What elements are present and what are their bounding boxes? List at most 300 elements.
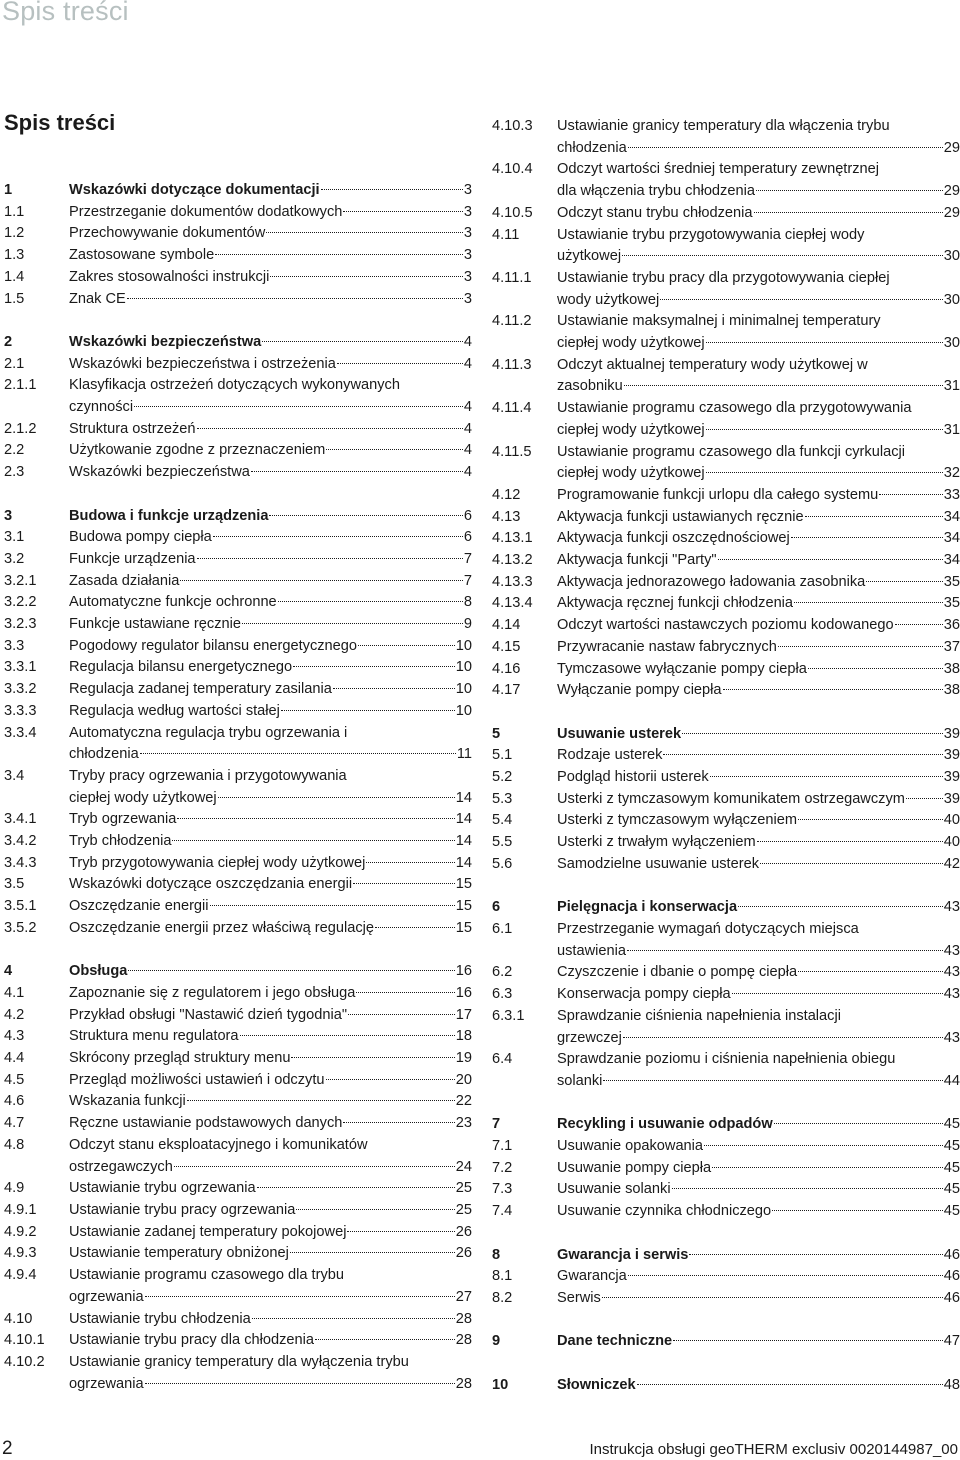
- toc-entry-page: 7: [463, 572, 472, 589]
- toc-entry-line: [69, 440, 472, 462]
- toc-entry-title: Usuwanie opakowania: [557, 1138, 704, 1154]
- toc-entry-title: Aktywacja ręcznej funkcji chłodzenia: [557, 595, 794, 612]
- toc-entry[interactable]: [4, 896, 472, 918]
- dot-leader: [772, 1210, 943, 1211]
- toc-entry-title: Skrócony przegląd struktury menu: [69, 1050, 291, 1067]
- toc-entry[interactable]: [4, 571, 472, 593]
- dot-leader: [197, 428, 463, 429]
- toc-entry[interactable]: [492, 1136, 960, 1158]
- toc-entry-line: [69, 1048, 472, 1070]
- toc-entry-title: Usuwanie czynnika chłodniczego: [557, 1203, 772, 1220]
- toc-entry[interactable]: [492, 572, 960, 594]
- toc-entry-title: Ustawianie temperatury obniżonej: [69, 1245, 289, 1262]
- toc-entry-line: [557, 376, 960, 398]
- toc-entry[interactable]: [4, 614, 472, 636]
- toc-entry[interactable]: [4, 1113, 472, 1135]
- toc-entry-page: 31: [943, 421, 960, 438]
- toc-entry-title: Wyłączanie pompy ciepła: [557, 682, 722, 699]
- toc-entry[interactable]: [492, 789, 960, 811]
- toc-entry-body: [69, 1070, 472, 1092]
- toc-entry-line: [69, 983, 472, 1005]
- toc-entry-title: Wskazówki bezpieczeństwa i ostrzeżenia: [69, 355, 336, 372]
- toc-entry-title: Przestrzeganie wymagań dotyczących miejsca: [557, 920, 859, 937]
- toc-entry-line: [69, 202, 472, 224]
- toc-entry-line: [557, 1049, 960, 1071]
- toc-entry-line: [557, 637, 960, 659]
- toc-entry[interactable]: [492, 962, 960, 984]
- toc-entry[interactable]: [492, 984, 960, 1006]
- toc-entry-number: 3.5.1: [4, 898, 37, 915]
- toc-entry-number: 1.4: [4, 268, 25, 285]
- toc-entry-line: [557, 1288, 960, 1310]
- toc-entry[interactable]: [4, 1091, 472, 1113]
- dot-leader: [128, 970, 454, 971]
- toc-entry-body: [557, 159, 960, 202]
- toc-entry-number: 4.11: [492, 226, 520, 243]
- toc-entry-body: [557, 615, 960, 637]
- toc-entry[interactable]: [4, 766, 472, 809]
- toc-entry-line: [69, 397, 472, 419]
- toc-entry-page: 14: [455, 833, 472, 850]
- toc-chapter-entry[interactable]: [4, 332, 472, 354]
- dot-leader: [180, 580, 463, 581]
- toc-entry-page: 19: [455, 1050, 472, 1067]
- dot-leader: [756, 190, 943, 191]
- toc-entry-line: [557, 420, 960, 442]
- dot-leader: [760, 863, 943, 864]
- toc-entry-title: Przywracanie nastaw fabrycznych: [557, 638, 777, 655]
- toc-entry[interactable]: [492, 810, 960, 832]
- toc-entry[interactable]: [4, 375, 472, 418]
- toc-entry-line: [557, 1179, 960, 1201]
- toc-entry-line: [69, 744, 472, 766]
- toc-entry[interactable]: [492, 485, 960, 507]
- toc-entry[interactable]: [4, 354, 472, 376]
- toc-chapter-entry[interactable]: [492, 1331, 960, 1353]
- dot-leader: [197, 558, 463, 559]
- toc-entry-page: 42: [943, 855, 960, 872]
- toc-entry-title: Funkcje urządzenia: [69, 550, 196, 567]
- toc-entry-body: [557, 311, 960, 354]
- toc-entry-title: Usterki z tymczasowym wyłączeniem: [557, 812, 798, 829]
- toc-entry-body: [557, 1288, 960, 1310]
- dot-leader: [278, 601, 463, 602]
- toc-entry[interactable]: [4, 657, 472, 679]
- toc-entry-page: 44: [943, 1072, 960, 1089]
- toc-entry[interactable]: [492, 442, 960, 485]
- toc-entry-title: Regulacja bilansu energetycznego: [69, 659, 293, 676]
- dot-leader: [270, 276, 463, 277]
- toc-entry-page: 4: [463, 420, 472, 437]
- dot-leader: [252, 1318, 455, 1319]
- toc-entry[interactable]: [4, 1005, 472, 1027]
- toc-entry-number: 5.3: [492, 790, 513, 807]
- toc-entry[interactable]: [4, 289, 472, 311]
- toc-entry-title: Ustawianie trybu chłodzenia: [69, 1310, 251, 1327]
- toc-entry-body: [69, 245, 472, 267]
- dot-leader: [218, 797, 455, 798]
- toc-entry-title: Automatyczne funkcje ochronne: [69, 594, 277, 611]
- toc-entry-body: [557, 1179, 960, 1201]
- toc-entry[interactable]: [4, 267, 472, 289]
- toc-entry[interactable]: [4, 1243, 472, 1265]
- toc-entry-line: [557, 572, 960, 594]
- toc-entry-line: [557, 311, 960, 333]
- dot-leader: [187, 1100, 455, 1101]
- toc-entry-page: 48: [943, 1376, 960, 1393]
- toc-entry[interactable]: [492, 203, 960, 225]
- toc-entry-title: Pielęgnacja i konserwacja: [557, 899, 738, 916]
- toc-entry-title: Odczyt aktualnej temperatury wody użytkowej w: [557, 356, 868, 373]
- toc-entry-number: 4.10: [4, 1310, 33, 1327]
- toc-entry-title: dla włączenia trybu chłodzenia: [557, 183, 755, 200]
- toc-entry[interactable]: [4, 1352, 472, 1395]
- toc-entry-title: Struktura menu regulatora: [69, 1028, 239, 1045]
- toc-entry-number: 3.3: [4, 637, 25, 654]
- toc-entry[interactable]: [492, 1266, 960, 1288]
- toc-entry[interactable]: [492, 311, 960, 354]
- toc-entry-page: 15: [455, 919, 472, 936]
- toc-entry-page: 46: [943, 1268, 960, 1285]
- toc-entry[interactable]: [492, 528, 960, 550]
- toc-entry-body: [69, 1135, 472, 1178]
- toc-entry-body: [557, 507, 960, 529]
- toc-entry-number: 4.13.3: [492, 573, 533, 590]
- toc-entry-line: [557, 442, 960, 464]
- toc-entry[interactable]: [492, 355, 960, 398]
- toc-entry[interactable]: [4, 245, 472, 267]
- toc-entry-page: 29: [943, 204, 960, 221]
- toc-entry-title: Przestrzeganie dokumentów dodatkowych: [69, 203, 343, 220]
- toc-entry-title: Tryb ogrzewania: [69, 811, 177, 828]
- dot-leader: [623, 1037, 943, 1038]
- toc-entry-body: [557, 984, 960, 1006]
- toc-entry[interactable]: [4, 1178, 472, 1200]
- toc-entry[interactable]: [4, 1222, 472, 1244]
- toc-entry-page: 45: [943, 1116, 960, 1133]
- toc-entry-title: Usuwanie usterek: [557, 725, 682, 742]
- toc-entry-page: 11: [456, 746, 472, 763]
- toc-chapter-entry[interactable]: [492, 724, 960, 746]
- toc-chapter-entry[interactable]: [4, 506, 472, 528]
- toc-entry[interactable]: [492, 854, 960, 876]
- toc-entry-page: 36: [943, 617, 960, 634]
- toc-entry-title: ciepłej wody użytkowej: [557, 465, 705, 482]
- toc-entry[interactable]: [4, 1265, 472, 1308]
- toc-entry[interactable]: [492, 1006, 960, 1049]
- toc-entry-title: Dane techniczne: [557, 1333, 673, 1350]
- toc-entry-page: 43: [943, 986, 960, 1003]
- toc-chapter-entry[interactable]: [4, 180, 472, 202]
- toc-entry[interactable]: [4, 1309, 472, 1331]
- toc-entry-line: [557, 789, 960, 811]
- toc-entry[interactable]: [4, 679, 472, 701]
- toc-entry-number: 1.2: [4, 225, 25, 242]
- toc-entry[interactable]: [4, 419, 472, 441]
- toc-entry[interactable]: [492, 225, 960, 268]
- toc-entry-number: 3.2: [4, 550, 25, 567]
- toc-entry-body: [557, 1114, 960, 1136]
- toc-entry-page: 17: [455, 1006, 472, 1023]
- toc-entry[interactable]: [492, 919, 960, 962]
- dot-leader: [704, 1145, 943, 1146]
- toc-entry-number: 2.1: [4, 355, 25, 372]
- toc-entry-body: [69, 1330, 472, 1352]
- dot-leader: [712, 1167, 943, 1168]
- toc-entry-title: ciepłej wody użytkowej: [557, 421, 705, 438]
- toc-entry-page: 18: [455, 1028, 472, 1045]
- toc-entry-body: [69, 1222, 472, 1244]
- toc-entry-title: Czyszczenie i dbanie o pompę ciepła: [557, 964, 798, 981]
- toc-entry[interactable]: [4, 527, 472, 549]
- toc-entry-body: [69, 1200, 472, 1222]
- toc-entry-line: [69, 223, 472, 245]
- dot-leader: [177, 818, 454, 819]
- toc-entry-number: 4.4: [4, 1050, 25, 1067]
- toc-entry-line: [557, 1006, 960, 1028]
- toc-entry-title: Serwis: [557, 1289, 601, 1306]
- toc-entry[interactable]: [492, 159, 960, 202]
- dot-leader: [257, 1187, 455, 1188]
- dot-leader: [356, 992, 454, 993]
- toc-entry-line: [557, 680, 960, 702]
- toc-entry-line: [69, 462, 472, 484]
- toc-entry[interactable]: [4, 918, 472, 940]
- toc-entry-number: 4.14: [492, 617, 521, 634]
- toc-entry-title: Wskazówki bezpieczeństwa: [69, 333, 262, 350]
- toc-entry-number: 7: [492, 1116, 501, 1133]
- toc-entry-title: chłodzenia: [69, 746, 139, 763]
- toc-entry-line: [557, 507, 960, 529]
- toc-chapter-entry[interactable]: [492, 1114, 960, 1136]
- toc-entry[interactable]: [4, 831, 472, 853]
- toc-entry-title: Budowa pompy ciepła: [69, 529, 212, 546]
- toc-entry[interactable]: [492, 745, 960, 767]
- toc-entry-line: [69, 831, 472, 853]
- toc-entry-title: użytkowej: [557, 248, 622, 265]
- toc-chapter-entry[interactable]: [492, 1375, 960, 1397]
- toc-entry-line: [557, 116, 960, 138]
- toc-entry-body: [557, 485, 960, 507]
- toc-entry-line: [69, 788, 472, 810]
- toc-entry-body: [69, 809, 472, 831]
- toc-entry-page: 39: [943, 747, 960, 764]
- toc-entry-page: 40: [943, 812, 960, 829]
- toc-entry-title: Ustawianie granicy temperatury dla wyłączenia trybu: [69, 1353, 409, 1370]
- toc-entry-title: Sprawdzanie ciśnienia napełnienia instalacji: [557, 1007, 841, 1024]
- dot-leader: [757, 841, 943, 842]
- toc-entry-number: 3.2.3: [4, 616, 37, 633]
- toc-entry[interactable]: [4, 462, 472, 484]
- toc-entry[interactable]: [4, 1330, 472, 1352]
- toc-entry[interactable]: [492, 550, 960, 572]
- dot-leader: [290, 1252, 455, 1253]
- toc-entry-title: Słowniczek: [557, 1376, 636, 1393]
- toc-entry-line: [69, 289, 472, 311]
- toc-entry[interactable]: [492, 507, 960, 529]
- toc-entry[interactable]: [4, 636, 472, 658]
- toc-entry[interactable]: [492, 1158, 960, 1180]
- toc-entry-line: [557, 1136, 960, 1158]
- toc-entry[interactable]: [4, 723, 472, 766]
- toc-entry-line: [69, 614, 472, 636]
- toc-entry-body: [69, 701, 472, 723]
- toc-entry[interactable]: [4, 549, 472, 571]
- toc-entry[interactable]: [492, 832, 960, 854]
- toc-entry-title: Rodzaje usterek: [557, 747, 663, 764]
- toc-entry[interactable]: [4, 223, 472, 245]
- toc-entry-body: [557, 1266, 960, 1288]
- dot-leader: [754, 212, 943, 213]
- toc-entry-title: Usuwanie solanki: [557, 1181, 671, 1198]
- toc-entry-number: 3.3.2: [4, 681, 37, 698]
- toc-entry[interactable]: [492, 615, 960, 637]
- toc-entry-page: 3: [463, 225, 472, 242]
- toc-entry-title: wody użytkowej: [557, 291, 660, 308]
- toc-entry[interactable]: [4, 1048, 472, 1070]
- toc-entry[interactable]: [492, 637, 960, 659]
- toc-entry-number: 4.13.1: [492, 530, 533, 547]
- toc-entry-body: [69, 332, 472, 354]
- toc-entry[interactable]: [4, 1026, 472, 1048]
- toc-entry-body: [69, 1026, 472, 1048]
- toc-entry-line: [557, 463, 960, 485]
- toc-entry-body: [69, 983, 472, 1005]
- toc-entry[interactable]: [4, 809, 472, 831]
- toc-entry-number: 3.4.2: [4, 833, 37, 850]
- toc-entry-body: [69, 1048, 472, 1070]
- toc-entry-number: 6.2: [492, 964, 513, 981]
- toc-entry[interactable]: [4, 202, 472, 224]
- dot-leader: [343, 211, 462, 212]
- toc-entry-body: [557, 810, 960, 832]
- toc-entry-title: Struktura ostrzeżeń: [69, 420, 196, 437]
- toc-entry[interactable]: [492, 1288, 960, 1310]
- toc-entry-number: 3.3.1: [4, 659, 37, 676]
- toc-chapter-entry[interactable]: [492, 1245, 960, 1267]
- toc-entry-line: [557, 962, 960, 984]
- toc-entry-title: Gwarancja i serwis: [557, 1246, 689, 1263]
- dot-leader: [326, 1079, 455, 1080]
- toc-entry[interactable]: [4, 983, 472, 1005]
- toc-entry[interactable]: [492, 680, 960, 702]
- toc-entry[interactable]: [492, 593, 960, 615]
- toc-entry-number: 4.2: [4, 1006, 25, 1023]
- toc-entry-page: 28: [455, 1310, 472, 1327]
- toc-entry-title: Automatyczna regulacja trybu ogrzewania i: [69, 724, 348, 741]
- toc-entry-page: 3: [463, 247, 472, 264]
- toc-entry-page: 20: [455, 1071, 472, 1088]
- toc-entry[interactable]: [4, 701, 472, 723]
- toc-entry-title: Odczyt stanu eksploatacyjnego i komunikatów: [69, 1136, 368, 1153]
- toc-entry[interactable]: [492, 116, 960, 159]
- toc-entry-page: 32: [943, 465, 960, 482]
- toc-entry-title: grzewczej: [557, 1029, 622, 1046]
- toc-entry[interactable]: [492, 268, 960, 311]
- toc-entry-body: [557, 268, 960, 311]
- toc-entry[interactable]: [492, 1049, 960, 1092]
- toc-entry-number: 2.2: [4, 442, 25, 459]
- dot-leader: [172, 840, 454, 841]
- toc-entry-body: [69, 419, 472, 441]
- toc-entry-number: 4.6: [4, 1093, 25, 1110]
- toc-entry-line: [557, 659, 960, 681]
- toc-entry-body: [69, 462, 472, 484]
- dot-leader: [215, 254, 463, 255]
- toc-entry-number: 8.2: [492, 1289, 513, 1306]
- toc-entry-title: czynności: [69, 399, 134, 416]
- toc-entry[interactable]: [4, 440, 472, 462]
- toc-entry-title: Ustawianie trybu pracy dla przygotowywania ciepłej: [557, 269, 890, 286]
- toc-entry-line: [69, 1091, 472, 1113]
- toc-entry[interactable]: [492, 398, 960, 441]
- toc-entry-page: 39: [943, 790, 960, 807]
- toc-chapter-entry[interactable]: [492, 897, 960, 919]
- toc-entry-body: [557, 637, 960, 659]
- toc-entry[interactable]: [4, 592, 472, 614]
- toc-entry-number: 4.7: [4, 1115, 25, 1132]
- toc-entry-number: 4.10.1: [4, 1332, 45, 1349]
- dot-leader: [805, 516, 943, 517]
- toc-entry-body: [557, 832, 960, 854]
- dot-leader: [774, 1123, 943, 1124]
- toc-entry-title: solanki: [557, 1072, 603, 1089]
- toc-entry-number: 3: [4, 507, 13, 524]
- toc-entry-page: 25: [455, 1180, 472, 1197]
- toc-chapter-entry[interactable]: [4, 961, 472, 983]
- toc-entry-number: 3.2.2: [4, 594, 37, 611]
- toc-entry-number: 9: [492, 1333, 501, 1350]
- toc-entry[interactable]: [4, 874, 472, 896]
- toc-entry-title: Obsługa: [69, 963, 128, 980]
- toc-entry-line: [557, 1331, 960, 1353]
- toc-entry-number: 3.2.1: [4, 572, 37, 589]
- toc-entry[interactable]: [4, 1070, 472, 1092]
- toc-entry-title: Ustawianie granicy temperatury dla włączenia trybu: [557, 118, 890, 134]
- toc-entry-page: 16: [455, 984, 472, 1001]
- toc-entry-body: [69, 1113, 472, 1135]
- toc-entry[interactable]: [492, 1201, 960, 1223]
- toc-entry-line: [69, 506, 472, 528]
- toc-entry-page: 43: [943, 964, 960, 981]
- toc-entry-page: 35: [943, 573, 960, 590]
- toc-entry-page: 46: [943, 1289, 960, 1306]
- toc-entry[interactable]: [492, 1179, 960, 1201]
- toc-entry[interactable]: [492, 767, 960, 789]
- toc-entry-number: 3.1: [4, 529, 25, 546]
- toc-entry-line: [557, 1245, 960, 1267]
- dot-leader: [628, 1275, 943, 1276]
- toc-entry-body: [557, 962, 960, 984]
- toc-entry-body: [69, 375, 472, 418]
- toc-entry-line: [69, 766, 472, 788]
- toc-entry-number: 5.6: [492, 855, 513, 872]
- dot-leader: [366, 862, 454, 863]
- dot-leader: [315, 1339, 455, 1340]
- toc-entry-body: [557, 789, 960, 811]
- toc-entry-line: [557, 355, 960, 377]
- toc-entry[interactable]: [492, 659, 960, 681]
- toc-entry[interactable]: [4, 1200, 472, 1222]
- toc-entry-line: [69, 180, 472, 202]
- toc-entry-line: [557, 919, 960, 941]
- toc-entry[interactable]: [4, 1135, 472, 1178]
- toc-entry-page: 14: [455, 811, 472, 828]
- toc-entry-line: [557, 832, 960, 854]
- toc-entry-body: [557, 1245, 960, 1267]
- toc-entry[interactable]: [4, 853, 472, 875]
- toc-entry-number: 4.9.2: [4, 1223, 37, 1240]
